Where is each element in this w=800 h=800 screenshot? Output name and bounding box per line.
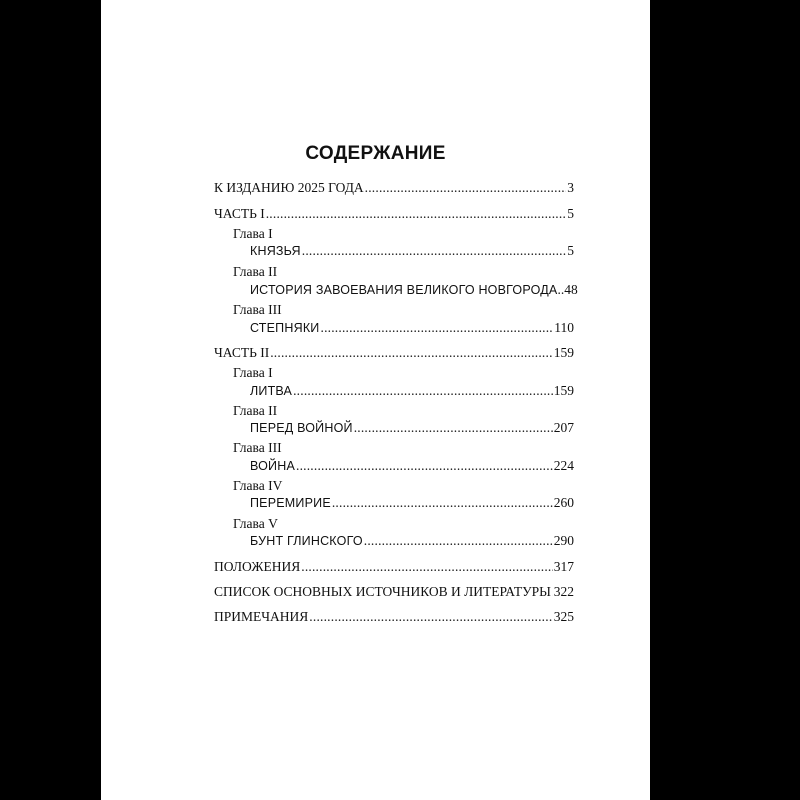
leader-dots xyxy=(354,420,553,436)
toc-entry-page: 159 xyxy=(553,345,574,360)
toc-entry-title: ВОЙНА xyxy=(250,459,295,473)
leader-dots xyxy=(364,533,553,549)
toc-title: СОДЕРЖАНИЕ xyxy=(305,143,446,164)
toc-entry-chapter xyxy=(250,458,574,474)
toc-entry-chapter xyxy=(250,282,578,298)
leader-dots xyxy=(302,243,566,259)
toc-entry-page: 3 xyxy=(567,180,574,195)
leader-dots xyxy=(266,206,567,222)
toc-entry-appendix xyxy=(214,559,574,575)
chapter-label: Глава III xyxy=(233,302,282,317)
toc-entry-chapter xyxy=(250,533,574,549)
toc-entry-title: ПЕРЕМИРИЕ xyxy=(250,496,331,510)
toc-entry-page: 322 xyxy=(553,584,574,599)
toc-entry-title: СТЕПНЯКИ xyxy=(250,321,320,335)
toc-entry-title: БУНТ ГЛИНСКОГО xyxy=(250,534,363,548)
toc-entry-page: 260 xyxy=(553,495,574,510)
toc-entry-label: ЧАСТЬ I xyxy=(214,206,265,221)
chapter-label: Глава V xyxy=(233,516,278,531)
toc-entry-label: СПИСОК ОСНОВНЫХ ИСТОЧНИКОВ И ЛИТЕРАТУРЫ xyxy=(214,584,551,599)
leader-dots xyxy=(301,559,553,575)
toc-entry-label: К ИЗДАНИЮ 2025 ГОДА xyxy=(214,180,364,195)
toc-entry-label: ЧАСТЬ II xyxy=(214,345,270,360)
leader-dots xyxy=(321,320,554,336)
toc-entry-sources xyxy=(214,584,574,600)
chapter-label: Глава II xyxy=(233,403,278,418)
leader-dots xyxy=(309,609,552,625)
toc-entry-page: 5 xyxy=(567,206,574,221)
toc-entry-part2 xyxy=(214,345,574,361)
toc-entry-page: 317 xyxy=(553,559,574,574)
toc-entry-chapter xyxy=(250,320,574,336)
toc-entry-title: КНЯЗЬЯ xyxy=(250,244,301,258)
toc-entry-page: 5 xyxy=(567,243,574,258)
toc-entry-title: ЛИТВА xyxy=(250,384,293,398)
leader-dots xyxy=(270,345,553,361)
toc-entry-chapter xyxy=(250,495,574,511)
toc-entry-page: 207 xyxy=(553,420,574,435)
toc-entry-title: ПЕРЕД ВОЙНОЙ xyxy=(250,421,353,435)
toc-entry-chapter xyxy=(250,420,574,436)
leader-dots xyxy=(552,584,553,600)
toc-entry-label: ПОЛОЖЕНИЯ xyxy=(214,559,301,574)
left-black-border xyxy=(0,0,101,800)
toc-entry-page: ..48 xyxy=(557,282,578,297)
chapter-label: Глава II xyxy=(233,264,278,279)
chapter-label: Глава IV xyxy=(233,478,283,493)
book-page xyxy=(101,0,650,800)
toc-entry-title: ИСТОРИЯ ЗАВОЕВАНИЯ ВЕЛИКОГО НОВГОРОДА xyxy=(250,283,558,297)
leader-dots xyxy=(332,495,553,511)
toc-entry-page: 224 xyxy=(553,458,574,473)
leader-dots xyxy=(293,383,553,399)
toc-entry-intro xyxy=(214,180,574,196)
toc-entry-label: ПРИМЕЧАНИЯ xyxy=(214,609,309,624)
right-black-border xyxy=(650,0,800,800)
toc-entry-page: 325 xyxy=(553,609,574,624)
leader-dots xyxy=(365,180,567,196)
toc-entry-page: 159 xyxy=(553,383,574,398)
toc-entry-chapter xyxy=(250,243,574,259)
toc-entry-chapter xyxy=(250,383,574,399)
chapter-label: Глава III xyxy=(233,440,282,455)
toc-entry-part1 xyxy=(214,206,574,222)
leader-dots xyxy=(296,458,553,474)
toc-entry-page: 110 xyxy=(554,320,574,335)
chapter-label: Глава I xyxy=(233,226,273,241)
chapter-label: Глава I xyxy=(233,365,273,380)
toc-entry-notes xyxy=(214,609,574,625)
toc-entry-page: 290 xyxy=(553,533,574,548)
